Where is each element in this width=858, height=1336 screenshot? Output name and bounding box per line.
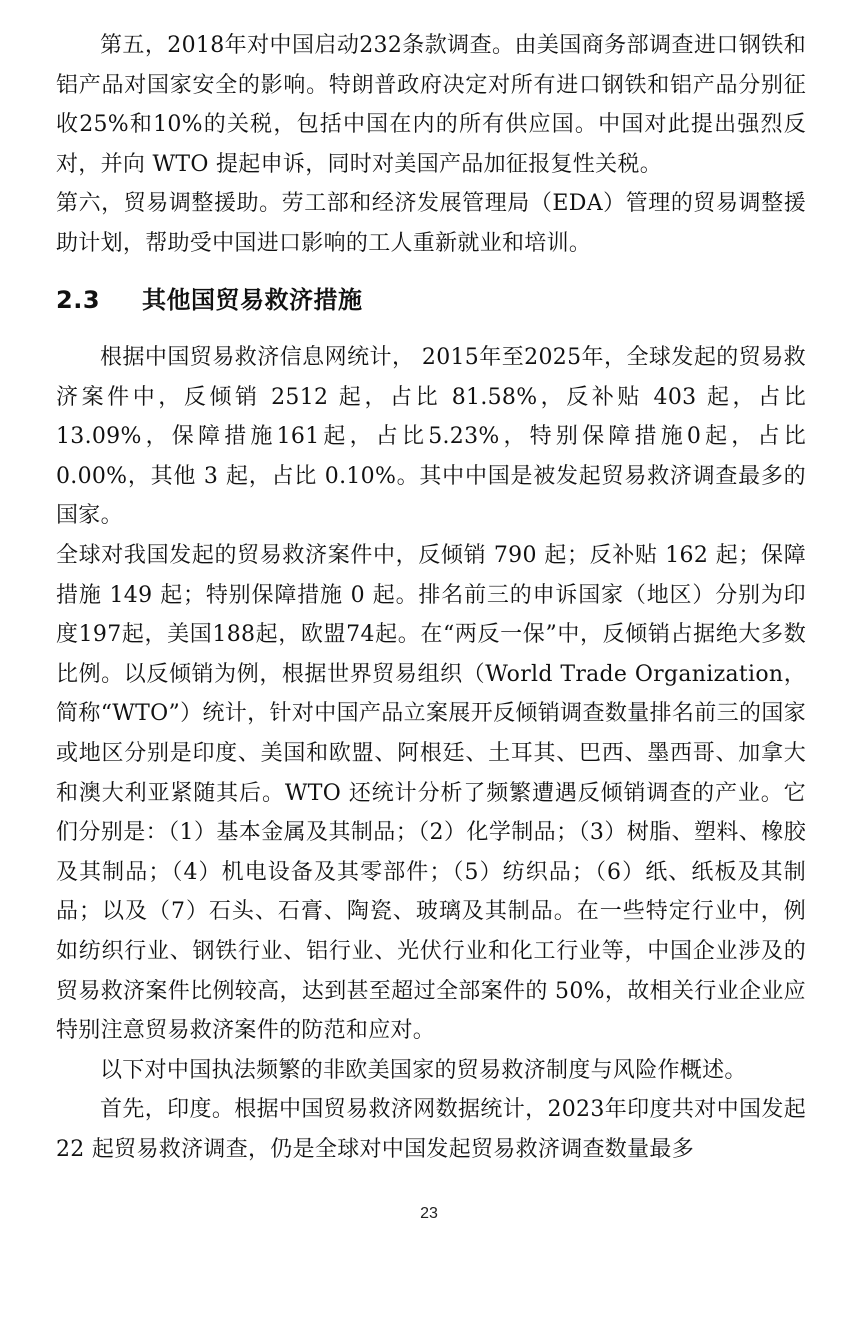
paragraph-trade-adjustment: 第六，贸易调整援助。劳工部和经济发展管理局（EDA）管理的贸易调整援助计划，帮助受中国进口影响的工人重新就业和培训。	[56, 191, 806, 256]
paragraph-cases-against-china: 全球对我国发起的贸易救济案件中，反倾销 790 起；反补贴 162 起；保障措施 149 起；特别保障措施 0 起。排名前三的申诉国家（地区）分别为印度197起，美国188起，欧盟74起。在“两反一保”中，反倾销占据绝大多数比例。以反倾销为例，根据世界贸易组织（World Trade Organization，简称“WTO”）统计，针对中国产品立案展开反倾销调查数量排名前三的国家或地区分别是印度、美国和欧盟、阿根廷、土耳其、巴西、墨西哥、加拿大和澳大利亚紧随其后。WTO 还统计分析了频繁遭遇反倾销调查的产业。它们分别是：（1）基本金属及其制品；（2）化学制品；（3）树脂、塑料、橡胶及其制品；（4）机电设备及其零部件；（5）纺织品；（6）纸、纸板及其制品；以及（7）石头、石膏、陶瓷、玻璃及其制品。在一些特定行业中，例如纺织行业、钢铁行业、铝行业、光伏行业和化工行业等，中国企业涉及的贸易救济案件比例较高，达到甚至超过全部案件的 50%，故相关行业企业应特别注意贸易救济案件的防范和应对。	[56, 542, 806, 1044]
section-number: 2.3	[56, 286, 101, 314]
section-title: 其他国贸易救济措施	[142, 286, 363, 314]
paragraph-global-statistics: 根据中国贸易救济信息网统计， 2015年至2025年，全球发起的贸易救济案件中，反倾销 2512 起，占比 81.58%，反补贴 403 起，占比13.09%，保障措施161起，占比5.23%，特别保障措施0起，占比0.00%，其他 3 起，占比 0.10%。其中中国是被发起贸易救济调查最多的国家。	[56, 345, 806, 529]
paragraph-india: 首先，印度。根据中国贸易救济网数据统计，2023年印度共对中国发起 22 起贸易救济调查，仍是全球对中国发起贸易救济调查数量最多	[56, 1097, 806, 1162]
top-text-block	[56, 26, 806, 264]
page-number: 23	[420, 1205, 438, 1222]
main-text-block	[56, 338, 806, 1169]
paragraph-section-232: 第五，2018年对中国启动232条款调查。由美国商务部调查进口钢铁和铝产品对国家安全的影响。特朗普政府决定对所有进口钢铁和铝产品分别征收25%和10%的关税，包括中国在内的所有供应国。中国对此提出强烈反对，并向 WTO 提起申诉，同时对美国产品加征报复性关税。	[56, 33, 806, 177]
section-heading	[56, 280, 806, 320]
paragraph-overview-intro: 以下对中国执法频繁的非欧美国家的贸易救济制度与风险作概述。	[100, 1057, 747, 1083]
